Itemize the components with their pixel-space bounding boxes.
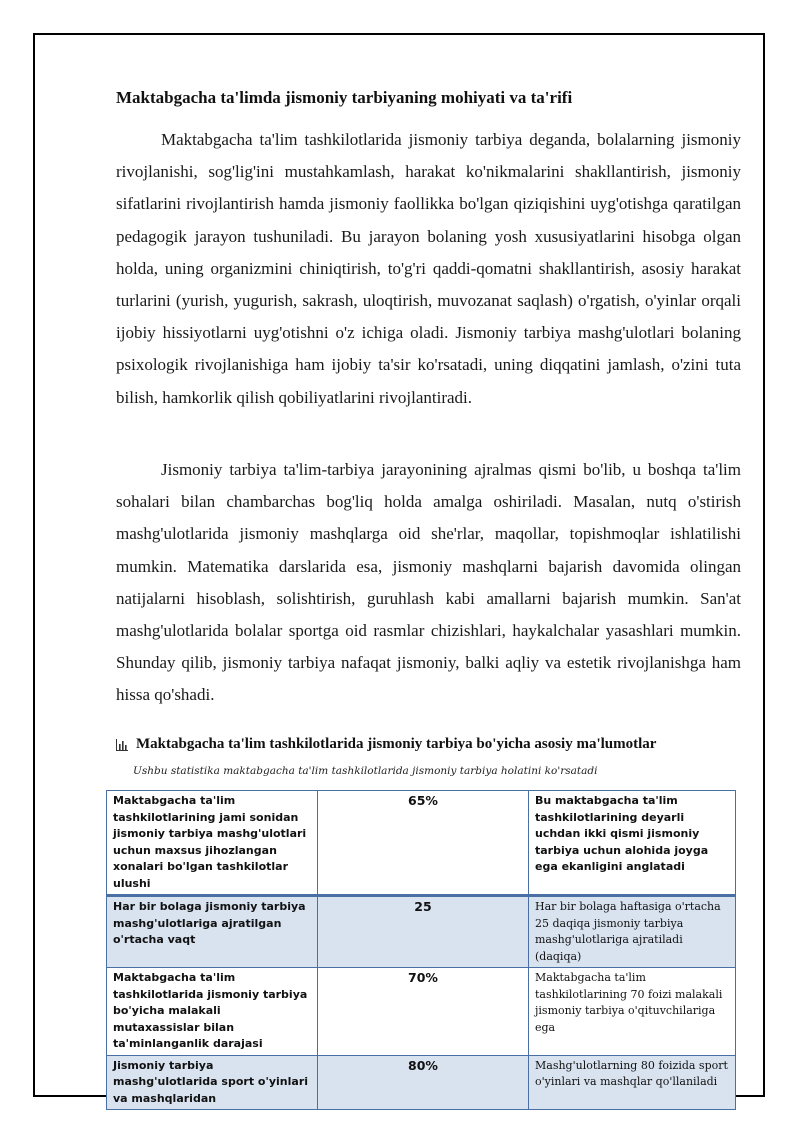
section-heading: Maktabgacha ta'limda jismoniy tarbiyaning mohiyati va ta'rifi [116,88,573,107]
row-description: Maktabgacha ta'lim tashkilotlarining 70 foizi malakali jismoniy tarbiya o'qituvchilariga ega [529,968,736,1056]
table-row [107,1055,736,1110]
row-value: 65% [318,791,529,896]
paragraph-integration: Jismoniy tarbiya ta'lim-tarbiya jarayonining ajralmas qismi bo'lib, u boshqa ta'lim sohalari bilan chambarchas bog'liq holda amalga oshiriladi. Masalan, nutq o'stirish mashg'ulotlarida jismoniy mashqlarga oid she'rlar, maqollar, topishmoqlar ishlatilishi mumkin. Matematika darslarida esa, jismoniy mashqlarni bajarish davomida olingan natijalarni hisoblash, solishtirish, guruhlash kabi amallarni bajarish mumkin. San'at mashg'ulotlarida bolalar sportga oid rasmlar chizishlari, haykalchalar yasashlari mumkin. Shunday qilib, jismoniy tarbiya nafaqat jismoniy, balki aqliy va estetik rivojlanishga ham hissa qo'shadi. [116,460,741,705]
stats-title-text: Maktabgacha ta'lim tashkilotlarida jismoniy tarbiya bo'yicha asosiy ma'lumotlar [136,736,657,752]
paragraph-definition: Maktabgacha ta'lim tashkilotlarida jismoniy tarbiya deganda, bolalarning jismoniy rivojlanishi, sog'lig'ini mustahkamlash, harakat ko'nikmalarini shakllantirish, jismoniy sifatlarini rivojlantirish hamda jismoniy faollikka bo'lgan qiziqishini uyg'otishga qaratilgan pedagogik jarayon tushuniladi. Bu jarayon bolaning yosh xususiyatlarini hisobga olgan holda, uning organizmini chiniqtirish, to'g'ri qaddi-qomatni shakllantirish, asosiy harakat turlarini (yurish, yugurish, sakrash, uloqtirish, muvozanat saqlash) o'rgatish, o'yinlar orqali ijobiy hissiyotlarni uyg'otishni o'z ichiga oladi. Jismoniy tarbiya mashg'ulotlari bolaning psixologik rivojlanishiga ham ijobiy ta'sir ko'rsatadi, uning diqqatini jamlash, o'zini tuta bilish, hamkorlik qilish qobiliyatlarini rivojlantiradi. [116,130,741,407]
row-description: Har bir bolaga haftasiga o'rtacha 25 daqiqa jismoniy tarbiya mashg'ulotlariga ajratiladi (daqiqa) [529,896,736,968]
stats-table [106,790,736,1110]
row-label: Maktabgacha ta'lim tashkilotlarida jismoniy tarbiya bo'yicha malakali mutaxassislar bilan ta'minlanganlik darajasi [107,968,318,1056]
row-label: Har bir bolaga jismoniy tarbiya mashg'ulotlariga ajratilgan o'rtacha vaqt [107,896,318,968]
row-label: Maktabgacha ta'lim tashkilotlarining jami sonidan jismoniy tarbiya mashg'ulotlari uchun maxsus jihozlangan xonalari bo'lgan tashkilotlar ulushi [107,791,318,896]
row-value: 80% [318,1055,529,1110]
table-row [107,791,736,896]
row-value: 25 [318,896,529,968]
row-value: 70% [318,968,529,1056]
bar-chart-icon [116,739,128,751]
stats-subtitle: Ushbu statistika maktabgacha ta'lim tashkilotlarida jismoniy tarbiya holatini ko'rsatadi [133,765,598,777]
stats-title [116,736,756,753]
table-row [107,896,736,968]
row-description: Bu maktabgacha ta'lim tashkilotlarining deyarli uchdan ikki qismi jismoniy tarbiya uchun alohida joyga ega ekanligini anglatadi [529,791,736,896]
row-description: Mashg'ulotlarning 80 foizida sport o'yinlari va mashqlar qo'llaniladi [529,1055,736,1110]
table-row [107,968,736,1056]
row-label: Jismoniy tarbiya mashg'ulotlarida sport o'yinlari va mashqlaridan [107,1055,318,1110]
